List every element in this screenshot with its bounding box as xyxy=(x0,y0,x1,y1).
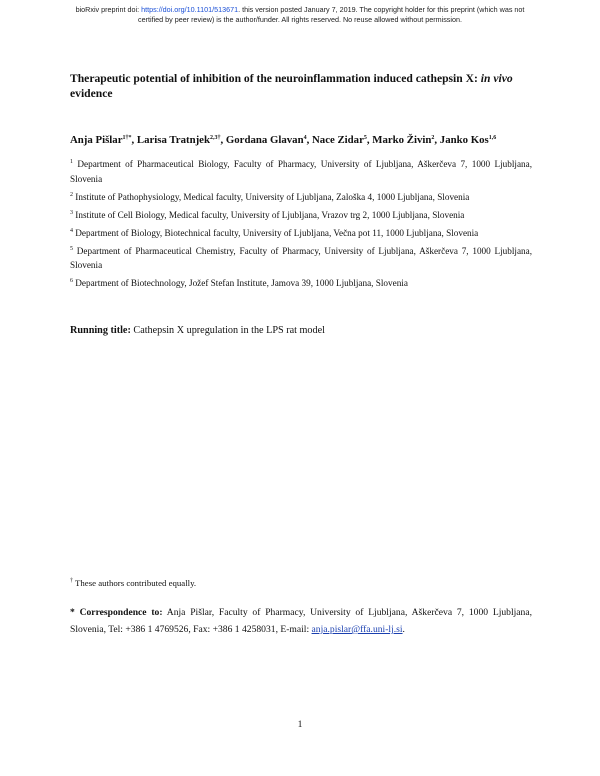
affiliation-1: $^1$ Department of Pharmaceutical Biology, Faculty of Pharmacy, University of Ljubljana, Aškerčeva 7, 1000 Ljubljana, Slovenia xyxy=(70,159,533,184)
title-main: Therapeutic potential of inhibition of the neuroinflammation induced cathepsin X: xyxy=(70,72,481,85)
footnote-text: These authors contributed equally. xyxy=(73,578,197,588)
author-5: Marko Živin$^2$ xyxy=(372,134,435,146)
affiliation-5: $^5$ Department of Pharmaceutical Chemistry, Faculty of Pharmacy, University of Ljubljana, Aškerčeva 7, 1000 Ljubljana, Slovenia xyxy=(70,245,533,270)
author-3: Gordana Glavan$^4$ xyxy=(225,134,307,146)
correspondence-label: * Correspondence to: xyxy=(70,607,163,618)
correspondence-text: Anja Pišlar, Faculty of Pharmacy, University of Ljubljana, Aškerčeva 7, 1000 Ljubljana, Slovenia, Tel: +386 1 4769526, Fax: +386 1 4258031, E-mail: xyxy=(70,607,532,635)
running-title-label: Running title: xyxy=(70,325,131,336)
preprint-banner xyxy=(0,5,600,24)
doi-link[interactable]: https://doi.org/10.1101/513671 xyxy=(141,5,239,14)
correspondence-email-link[interactable]: anja.pislar@ffa.uni-lj.si xyxy=(311,624,403,635)
author-6: Janko Kos$^{1,6}$ xyxy=(439,134,497,146)
author-2: Larisa Tratnjek$^{2,3\dagger}$ xyxy=(136,134,221,146)
author-4: Nace Zidar$^5$ xyxy=(312,134,367,146)
paper-title xyxy=(70,71,540,101)
affiliation-4: $^4$ Department of Biology, Biotechnical faculty, University of Ljubljana, Večna pot 11, 1000 Ljubljana, Slovenia xyxy=(70,227,479,238)
running-title-text: Cathepsin X upregulation in the LPS rat model xyxy=(130,325,325,336)
affiliation-6: $^6$ Department of Biotechnology, Jožef Stefan Institute, Jamova 39, 1000 Ljubljana, Slovenia xyxy=(70,278,408,288)
correspondence xyxy=(70,604,532,638)
correspondence-end: . xyxy=(402,624,405,635)
running-title xyxy=(70,325,540,336)
affiliation-3: $^3$ Institute of Cell Biology, Medical faculty, University of Ljubljana, Vrazov trg 2, 1000 Ljubljana, Slovenia xyxy=(70,209,465,220)
title-italic: in vivo xyxy=(480,72,513,85)
affiliation-list xyxy=(70,157,532,294)
banner-line1-rest: . this version posted January 7, 2019. The copyright holder for this preprint (which was not xyxy=(238,5,525,14)
banner-line-1 xyxy=(0,5,600,15)
author-list: Anja Pišlar$^{1\dagger*}$, Larisa Tratnjek$^{2,3\dagger}$, Gordana Glavan$^4$, Nace Zidar$^5$, Marko Živin$^2$, Janko Kos$^{1,6}$ xyxy=(70,134,497,146)
footnote-mark: † xyxy=(70,578,73,584)
banner-prefix: bioRxiv preprint doi: xyxy=(75,5,142,14)
author-1: Anja Pišlar$^{1\dagger*}$ xyxy=(70,134,132,146)
page-number: 1 xyxy=(297,719,303,730)
affiliation-2: $^2$ Institute of Pathophysiology, Medical faculty, University of Ljubljana, Zaloška 4, 1000 Ljubljana, Slovenia xyxy=(70,191,470,202)
equal-contribution-footnote xyxy=(70,578,196,588)
banner-line-2: certified by peer review) is the author/funder. All rights reserved. No reuse allowed without permission. xyxy=(138,14,462,24)
title-end: evidence xyxy=(70,87,113,100)
